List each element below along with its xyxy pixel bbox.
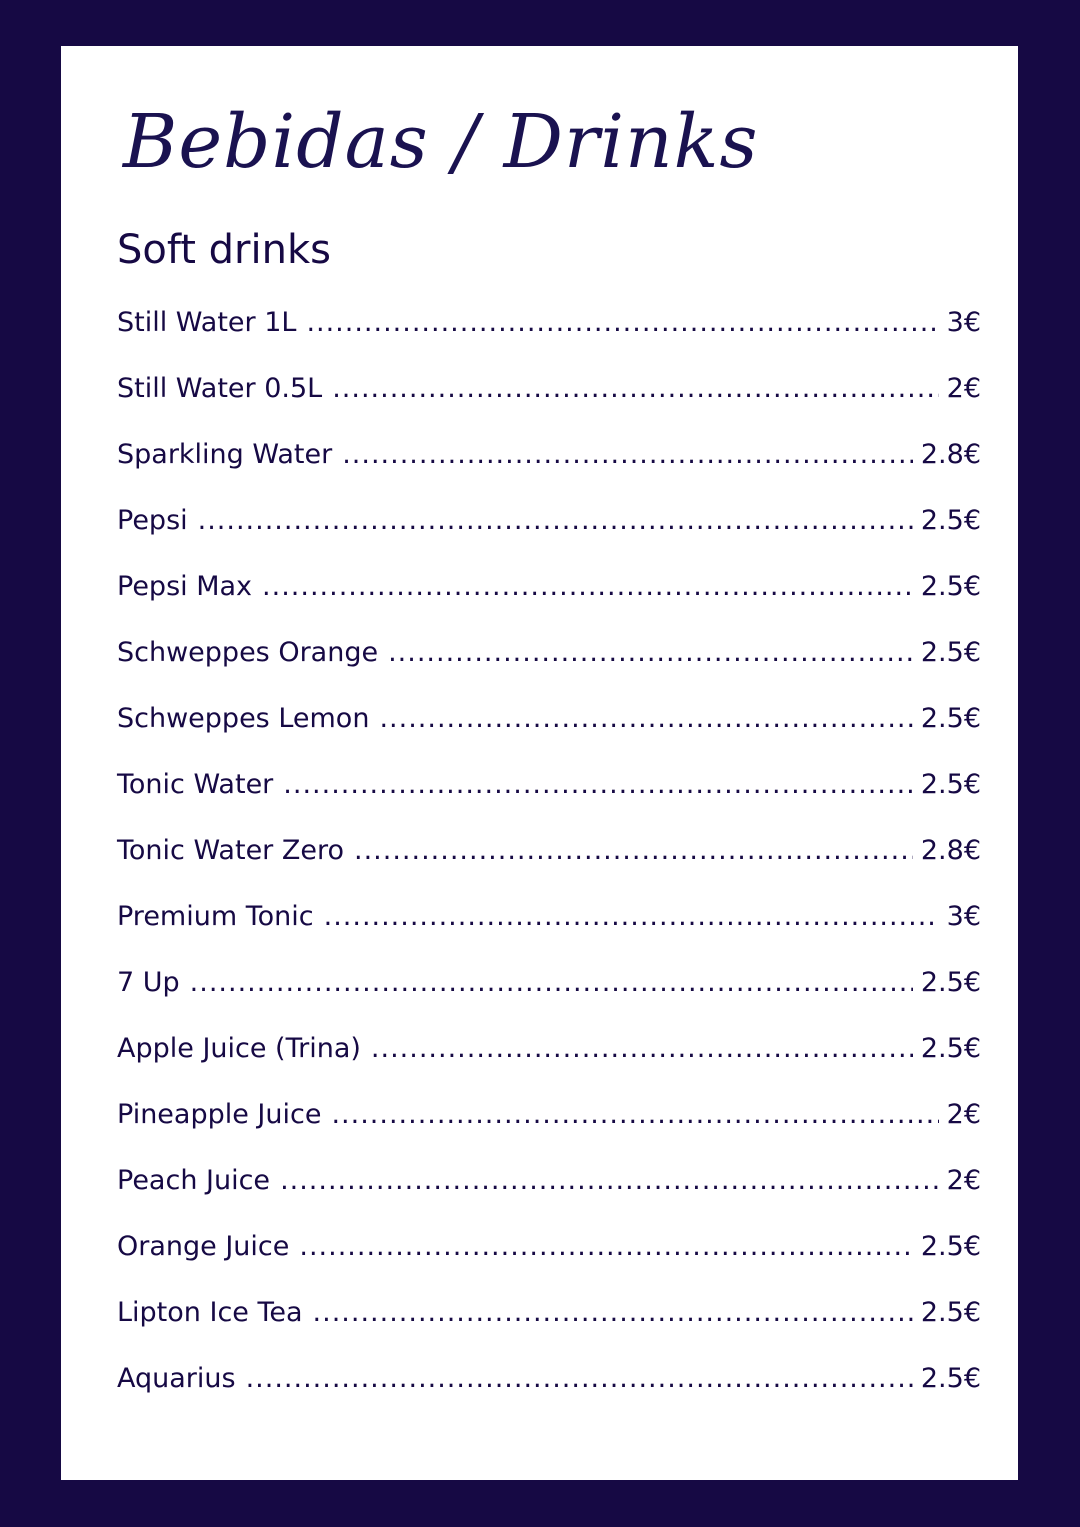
item-name: Tonic Water <box>117 769 274 800</box>
item-price: 3€ <box>946 901 981 932</box>
list-item <box>117 1162 981 1228</box>
item-name: Schweppes Orange <box>117 637 379 668</box>
list-item <box>117 502 981 568</box>
item-price: 2.5€ <box>920 505 981 536</box>
item-name: Pepsi <box>117 505 188 536</box>
list-item <box>117 766 981 832</box>
item-name: Still Water 0.5L <box>117 373 323 404</box>
list-item <box>117 436 981 502</box>
list-item <box>117 370 981 436</box>
dot-leader <box>283 766 913 804</box>
list-item <box>117 634 981 700</box>
list-item <box>117 700 981 766</box>
item-price: 2.8€ <box>920 835 981 866</box>
item-price: 3€ <box>946 307 981 338</box>
dot-leader <box>332 370 938 408</box>
list-item <box>117 1360 981 1426</box>
list-item <box>117 1030 981 1096</box>
dot-leader <box>342 436 913 474</box>
item-price: 2.8€ <box>920 439 981 470</box>
item-name: Pineapple Juice <box>117 1099 322 1130</box>
item-name: Tonic Water Zero <box>117 835 344 866</box>
dot-leader <box>246 1360 913 1398</box>
item-name: Orange Juice <box>117 1231 290 1262</box>
list-item <box>117 898 981 964</box>
list-item <box>117 304 981 370</box>
item-name: Aquarius <box>117 1363 236 1394</box>
list-item <box>117 1228 981 1294</box>
dot-leader <box>198 502 913 540</box>
list-item <box>117 568 981 634</box>
menu-title: Bebidas / Drinks <box>123 99 759 185</box>
item-price: 2€ <box>946 1099 981 1130</box>
menu-card <box>61 46 1018 1480</box>
item-price: 2.5€ <box>920 703 981 734</box>
item-price: 2.5€ <box>920 1297 981 1328</box>
list-item <box>117 1096 981 1162</box>
section-heading: Soft drinks <box>117 227 331 273</box>
item-price: 2.5€ <box>920 571 981 602</box>
dot-leader <box>306 304 938 342</box>
dot-leader <box>371 1030 913 1068</box>
item-name: Sparkling Water <box>117 439 333 470</box>
dot-leader <box>280 1162 939 1200</box>
item-price: 2€ <box>946 1165 981 1196</box>
item-price: 2.5€ <box>920 769 981 800</box>
item-name: Premium Tonic <box>117 901 314 932</box>
item-name: Apple Juice (Trina) <box>117 1033 361 1064</box>
item-price: 2.5€ <box>920 1363 981 1394</box>
list-item <box>117 1294 981 1360</box>
dot-leader <box>388 634 913 672</box>
item-name: Lipton Ice Tea <box>117 1297 303 1328</box>
dot-leader <box>313 1294 913 1332</box>
dot-leader <box>299 1228 912 1266</box>
item-price: 2.5€ <box>920 1231 981 1262</box>
dot-leader <box>331 1096 938 1134</box>
item-price: 2.5€ <box>920 1033 981 1064</box>
item-name: 7 Up <box>117 967 180 998</box>
list-item <box>117 832 981 898</box>
item-name: Peach Juice <box>117 1165 271 1196</box>
drinks-list <box>117 304 981 1426</box>
list-item <box>117 964 981 1030</box>
item-name: Still Water 1L <box>117 307 297 338</box>
dot-leader <box>190 964 913 1002</box>
dot-leader <box>354 832 913 870</box>
dot-leader <box>262 568 913 606</box>
item-price: 2€ <box>946 373 981 404</box>
item-name: Schweppes Lemon <box>117 703 370 734</box>
dot-leader <box>379 700 912 738</box>
dot-leader <box>324 898 939 936</box>
item-name: Pepsi Max <box>117 571 253 602</box>
item-price: 2.5€ <box>920 637 981 668</box>
item-price: 2.5€ <box>920 967 981 998</box>
